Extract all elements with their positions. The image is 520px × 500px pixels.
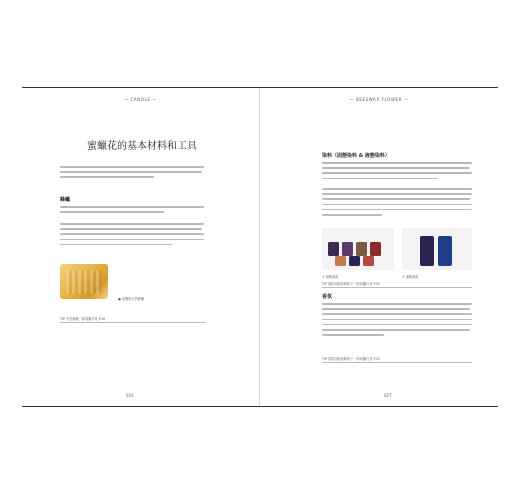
dye-jar xyxy=(328,242,339,256)
photo-caption: ● 成塊的天然蜂蠟 xyxy=(118,297,145,301)
dye-bottle xyxy=(420,236,434,266)
tip-note-2: TIP 香氛詳細說明如下一如同圖片見 P.22 xyxy=(322,357,380,361)
photo1-caption: ① 固態染料 xyxy=(322,275,339,279)
tip-underline xyxy=(322,362,472,363)
tip-underline xyxy=(322,287,472,288)
dyes-text-block-2 xyxy=(322,188,472,219)
fragrance-text-block xyxy=(322,303,472,339)
beeswax-text-block-2 xyxy=(60,223,206,249)
photo2-caption: ② 液態染料 xyxy=(402,275,419,279)
running-head: — CANDLE — xyxy=(124,97,157,102)
book-spread xyxy=(22,87,498,407)
section-heading: 蜂蠟 xyxy=(60,197,71,203)
running-head: — BEESWAX FLOWER — xyxy=(349,97,409,102)
liquid-dyes-photo xyxy=(402,228,472,270)
dye-jar xyxy=(349,256,360,266)
intro-text-block xyxy=(60,166,206,182)
left-page xyxy=(22,88,259,406)
beeswax-photo xyxy=(60,264,108,299)
dye-jar xyxy=(370,242,381,256)
dyes-text-block-1 xyxy=(322,162,472,183)
dye-jar xyxy=(335,256,346,266)
solid-dyes-photo xyxy=(322,228,394,270)
dye-jar xyxy=(342,242,353,256)
page-number: 026 xyxy=(126,393,134,398)
dye-jar xyxy=(356,242,367,256)
dye-bottle xyxy=(438,236,452,266)
beeswax-text-block-1 xyxy=(60,206,206,216)
section-heading-dyes: 染料（固態染料 & 液態染料） xyxy=(322,153,390,159)
dye-jar xyxy=(363,256,374,266)
page-title: 蜜蠟花的基本材料和工具 xyxy=(87,141,197,152)
section-heading-fragrance: 香氛 xyxy=(322,294,333,300)
tip-note: TIP 天然蜂蠟一如同圖片見 P.16 xyxy=(60,317,106,321)
right-page xyxy=(260,88,498,406)
tip-underline xyxy=(60,322,206,323)
page-number: 027 xyxy=(384,393,392,398)
tip-note-1: TIP 染料詳細說明如下一如同圖片見 P.31 xyxy=(322,282,380,286)
